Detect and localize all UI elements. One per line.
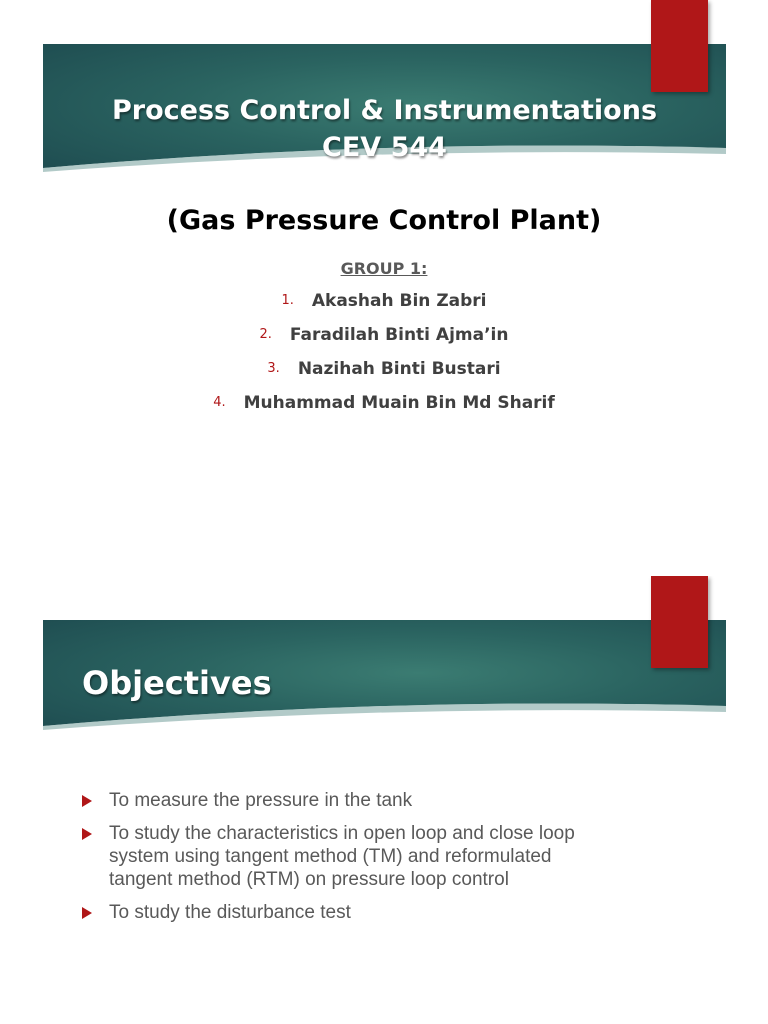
group-label: GROUP 1: [340,259,428,278]
member-name: Nazihah Binti Bustari [297,358,501,379]
member-item [0,358,768,392]
triangle-bullet-icon [82,907,92,919]
objective-item [82,901,602,924]
slide-objectives [0,576,768,1024]
red-accent-tab [651,576,708,668]
member-list [0,290,768,426]
objectives-title: Objectives [82,664,272,702]
red-accent-tab [651,0,708,92]
member-item [0,324,768,358]
member-number: 1. [281,293,294,308]
slide-title-text [43,92,726,166]
objective-item [82,822,602,891]
triangle-bullet-icon [82,828,92,840]
member-item [0,290,768,324]
member-name: Muhammad Muain Bin Md Sharif [243,392,555,413]
member-item [0,392,768,426]
member-name: Faradilah Binti Ajma’in [289,324,509,345]
course-title: Process Control & Instrumentations [111,95,658,126]
member-number: 2. [259,327,272,342]
objectives-list [82,789,602,934]
member-number: 3. [267,361,280,376]
objective-text: To measure the pressure in the tank [109,790,413,811]
banner-wave-decoration [43,698,726,738]
course-code: CEV 544 [322,132,447,163]
project-subtitle: (Gas Pressure Control Plant) [166,205,602,236]
member-number: 4. [213,395,226,410]
objective-text: To study the characteristics in open loop and close loop system using tangent method (TM) and reformulated tangent method (RTM) on pressure loop control [109,823,575,890]
member-name: Akashah Bin Zabri [311,290,487,311]
objective-item [82,789,602,812]
triangle-bullet-icon [82,795,92,807]
objective-text: To study the disturbance test [109,902,351,923]
